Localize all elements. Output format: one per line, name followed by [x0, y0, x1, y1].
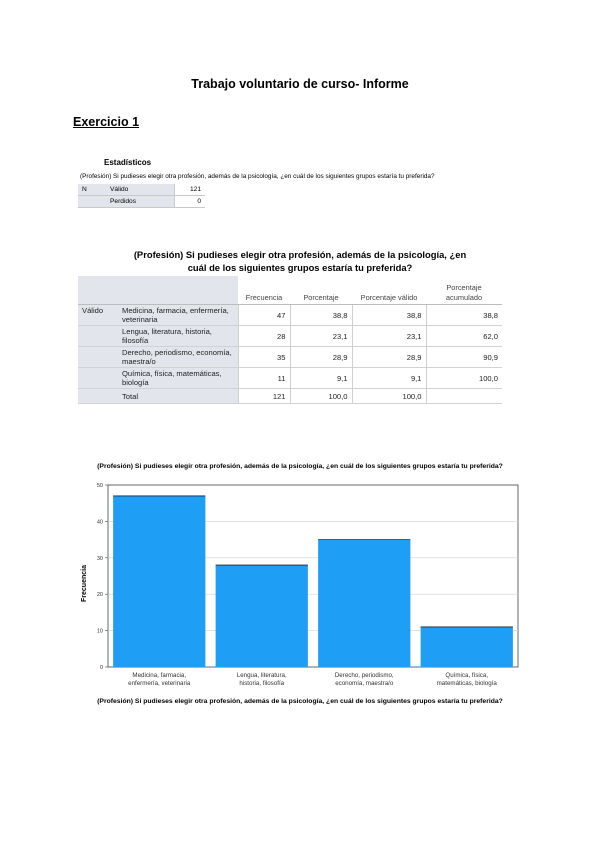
y-tick-label: 40 [96, 519, 103, 526]
freq-cell: 28 [238, 326, 290, 347]
x-tick-label: economía, maestra/o [335, 680, 394, 687]
freq-cell: 9,1 [352, 368, 426, 389]
freq-cell: 100,0 [290, 389, 352, 404]
x-tick-label: Derecho, periodismo, [334, 672, 394, 679]
stats-row-value: 0 [175, 196, 206, 208]
freq-cell: 28,9 [290, 347, 352, 368]
y-tick-label: 10 [96, 628, 103, 635]
y-tick-label: 50 [96, 483, 103, 489]
stats-row-value: 121 [175, 184, 206, 196]
freq-title-line: (Profesión) Si pudieses elegir otra profesión, además de la psicología, ¿en [133, 249, 467, 260]
stats-row-label: Válido [106, 184, 175, 196]
freq-title-line: cuál de los siguientes grupos estaría tu preferida? [187, 262, 413, 273]
freq-header-cell: Frecuencia [238, 276, 290, 305]
freq-row-label: Química, física, matemáticas, biología [118, 368, 238, 389]
chart-title: (Profesión) Si pudieses elegir otra profesión, además de la psicología, ¿en cuál de los siguientes grupos estaría tu preferida? [97, 463, 503, 470]
chart-x-axis-label: (Profesión) Si pudieses elegir otra profesión, además de la psicología, ¿en cuál de los siguientes grupos estaría tu preferida? [97, 698, 503, 705]
freq-cell: 100,0 [426, 368, 502, 389]
freq-cell: 38,8 [290, 305, 352, 326]
freq-cell: 90,9 [426, 347, 502, 368]
chart-y-axis-label: Frecuencia [80, 565, 88, 602]
freq-cell: 38,8 [426, 305, 502, 326]
bar [113, 496, 205, 667]
stats-title: Estadísticos [104, 158, 152, 167]
freq-cell: 38,8 [352, 305, 426, 326]
freq-row-label: Derecho, periodismo, economía, maestra/o [118, 347, 238, 368]
freq-cell: 11 [238, 368, 290, 389]
freq-total-label: Total [118, 389, 238, 404]
freq-cell: 121 [238, 389, 290, 404]
x-tick-label: Lengua, literatura, [236, 672, 287, 679]
x-tick-label: enfermería, veterinaria [128, 680, 191, 687]
y-tick-label: 20 [96, 592, 103, 599]
freq-cell: 62,0 [426, 326, 502, 347]
freq-cell: 28,9 [352, 347, 426, 368]
x-tick-label: Química, física, [445, 672, 489, 679]
freq-cell: 9,1 [290, 368, 352, 389]
freq-row-label: Medicina, farmacia, enfermería, veterinaria [118, 305, 238, 326]
freq-cell: 23,1 [352, 326, 426, 347]
stats-question: (Profesión) Si pudieses elegir otra profesión, además de la psicología, ¿en cuál de los siguientes grupos estaría tu preferida? [80, 173, 435, 180]
freq-cell: 23,1 [290, 326, 352, 347]
x-tick-label: Medicina, farmacia, [132, 672, 187, 679]
freq-cell: 35 [238, 347, 290, 368]
bar [421, 627, 513, 667]
bar [318, 540, 410, 667]
freq-cell: 100,0 [352, 389, 426, 404]
stats-n-label: N [78, 184, 106, 196]
freq-header-cell: Porcentaje válido [352, 276, 426, 305]
freq-cell: 47 [238, 305, 290, 326]
document-title: Trabajo voluntario de curso- Informe [191, 77, 409, 91]
section-heading: Exercicio 1 [73, 115, 140, 129]
stats-row-label: Perdidos [106, 196, 175, 208]
y-tick-label: 30 [96, 555, 103, 562]
y-tick-label: 0 [99, 665, 103, 671]
x-tick-label: historia, filosofía [239, 680, 285, 687]
x-tick-label: matemáticas, biología [436, 680, 497, 687]
freq-header-cell: Porcentaje acumulado [426, 276, 502, 305]
freq-header-cell: Porcentaje [290, 276, 352, 305]
freq-row-label: Lengua, literatura, historia, filosofía [118, 326, 238, 347]
freq-valid-label: Válido [78, 305, 118, 326]
bar [216, 565, 308, 667]
